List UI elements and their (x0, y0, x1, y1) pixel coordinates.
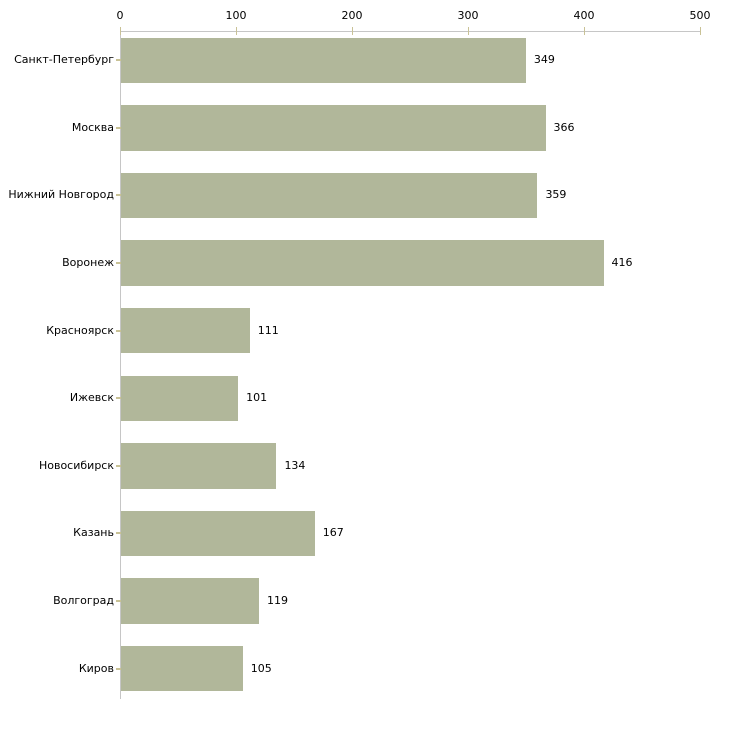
bar (121, 443, 276, 489)
value-label: 366 (553, 120, 575, 134)
bar (121, 173, 537, 219)
category-label: Новосибирск (38, 458, 114, 472)
bar (121, 240, 604, 286)
value-label: 111 (257, 323, 279, 337)
value-label: 416 (611, 256, 633, 270)
x-tick-label: 200 (341, 9, 363, 22)
bar (121, 38, 526, 84)
bar (121, 511, 315, 557)
value-label: 101 (246, 391, 268, 405)
x-tick-label: 0 (116, 9, 124, 22)
category-label: Волгоград (53, 594, 114, 608)
category-label: Красноярск (46, 323, 114, 337)
bar (121, 578, 259, 624)
value-label: 134 (284, 458, 306, 472)
value-label: 105 (250, 661, 272, 675)
bar (121, 376, 238, 422)
value-label: 349 (533, 53, 555, 67)
category-label: Нижний Новгород (8, 188, 114, 202)
x-tick-label: 500 (689, 9, 711, 22)
x-tick-label: 300 (457, 9, 479, 22)
category-label: Ижевск (69, 391, 114, 405)
x-tick-mark (468, 27, 469, 35)
x-tick-label: 400 (573, 9, 595, 22)
value-label: 167 (322, 526, 344, 540)
x-tick-mark (236, 27, 237, 35)
category-label: Санкт-Петербург (14, 53, 114, 67)
x-axis (120, 31, 701, 32)
category-label: Москва (71, 120, 114, 134)
value-label: 119 (267, 594, 289, 608)
x-tick-mark (700, 27, 701, 35)
x-tick-mark (120, 27, 121, 35)
bar (121, 308, 250, 354)
category-label: Казань (73, 526, 114, 540)
bar (121, 105, 546, 151)
category-label: Киров (78, 661, 114, 675)
bar (121, 646, 243, 692)
x-tick-label: 100 (225, 9, 247, 22)
x-tick-mark (584, 27, 585, 35)
x-tick-mark (352, 27, 353, 35)
value-label: 359 (545, 188, 567, 202)
category-label: Воронеж (62, 256, 114, 270)
